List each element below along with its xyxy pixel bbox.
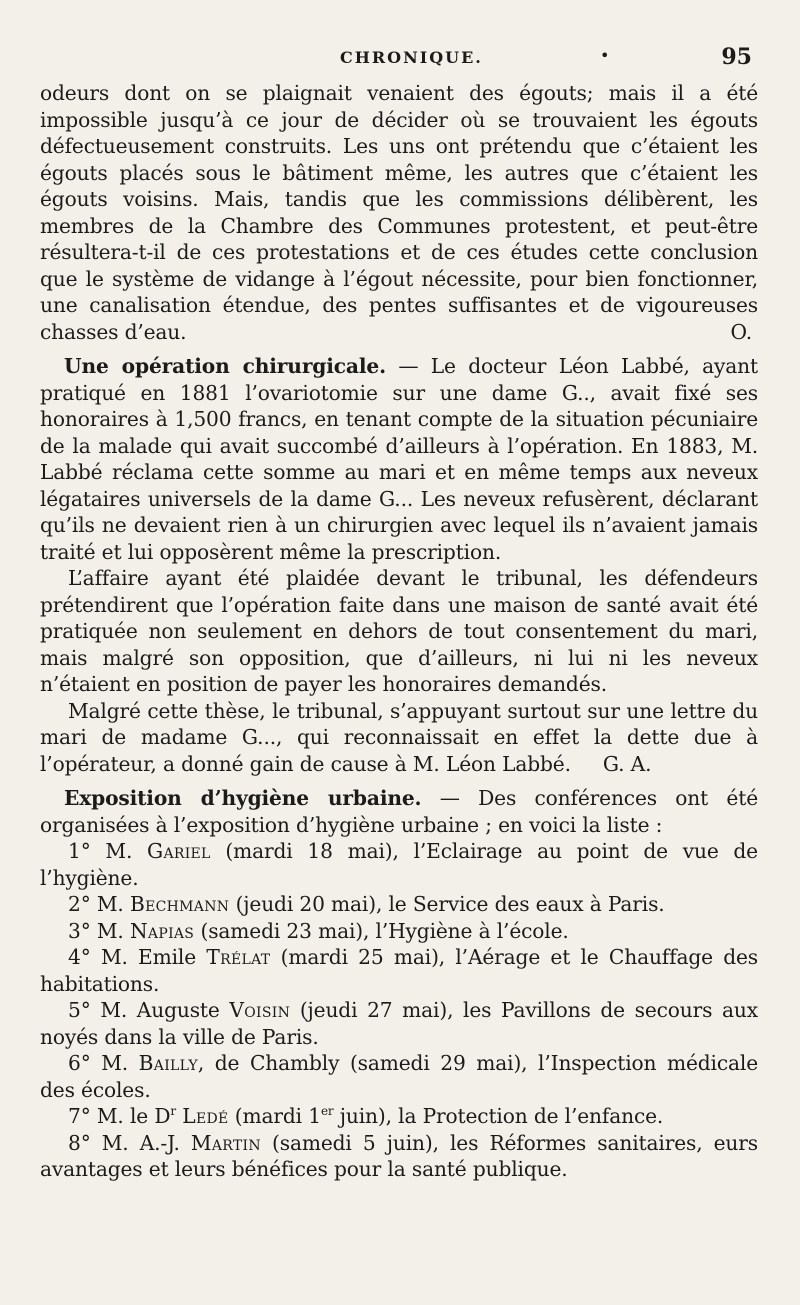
list-item: 1° M. Gariel (mardi 18 mai), l’Eclairage au point de vue de l’hygiène. — [40, 839, 758, 890]
paragraph-continued: odeurs dont on se plaignait venaient des égouts; mais il a été impossible jusqu’à ce jour de décider où se trouvaient les égouts défectueusement construits. Les uns ont prétendu que c’étaient les égouts placés sous le bâtiment même, les autres que c’étaient les égouts voisins. Mais, tandis que les commissions délibèrent, les membres de la Chambre des Communes protestent, et peut-être résultera-t-il de ces protestations et de ces études cette conclusion que le système de vidange à l’égout nécessite, pour bien fonctionner, une canalisation étendue, des pentes suffisantes et de vigoureuses chasses d’eau. O. — [40, 81, 758, 344]
paragraph-affaire: L’affaire ayant été plaidée devant le tribunal, les défendeurs prétendirent que l’opération faite dans une maison de santé avait été pratiquée non seulement en dehors de tout consentement du mari, mais malgré son opposition, que d’ailleurs, ni lui ni les neveux n’étaient en position de payer les honoraires demandés. — [40, 566, 758, 696]
page-number: 95 — [721, 44, 752, 70]
section-heading-exposition: Exposition d’hygiène urbaine. — [64, 786, 422, 810]
speaker-name: Voisin — [229, 998, 291, 1022]
section-chirurgicale: Une opération chirurgicale. — Le docteur Léon Labbé, ayant pratiqué en 1881 l’ovariotomie sur une dame G.., avait fixé ses honoraires à 1,500 francs, en tenant compte de la situation pécuniaire de la malade qui avait succombé d’ailleurs à l’opération. En 1883, M. Labbé réclama cette somme au mari et en même temps aux neveux légataires universels de la dame G... Les neveux refusèrent, déclarant qu’ils ne devaient rien à un chirurgien avec lequel ils n’avaient jamais traité et lui opposèrent même la prescription. — [40, 354, 758, 564]
speaker-name: Ledé — [182, 1104, 229, 1128]
paragraph-these: Malgré cette thèse, le tribunal, s’appuyant surtout sur une lettre du mari de madame G..., qui reconnaissait en effet la dette due à l’opérateur, a donné gain de cause à M. Léon Labbé. G. A. — [40, 698, 758, 776]
list-item: 8° M. A.-J. Martin (samedi 5 juin), les Réformes sanitaires, eurs avantages et leurs bénéfices pour la santé publique. — [40, 1130, 758, 1181]
speaker-name: Trélat — [206, 945, 271, 969]
running-title: CHRONIQUE. — [340, 48, 483, 67]
speaker-name: Bechmann — [129, 892, 230, 916]
speaker-name: Martin — [190, 1130, 261, 1155]
list-item: 6° M. Bailly, de Chambly (samedi 29 mai), l’Inspection médicale des écoles. — [40, 1051, 758, 1102]
list-item: 2° M. Bechmann (jeudi 20 mai), le Service des eaux à Paris. — [68, 892, 665, 916]
section-heading-chirurgicale: Une opération chirurgicale. — [64, 354, 386, 378]
speaker-name: Bailly — [138, 1051, 198, 1075]
signature-ga: G. A. — [602, 751, 652, 776]
list-item: 7° M. le $D^r$ Ledé (mardi 1er juin), la Protection de l’enfance. — [68, 1104, 664, 1128]
list-item: 5° M. Auguste Voisin (jeudi 27 mai), les Pavillons de secours aux noyés dans la ville de Paris. — [40, 998, 759, 1049]
signature-o: O. — [730, 319, 752, 344]
page-header — [40, 44, 760, 72]
section-exposition: Exposition d’hygiène urbaine. — Des conférences ont été organisées à l’exposition d’hygiène urbaine ; en voici la liste : — [40, 786, 758, 837]
list-item: 3° M. Napias (samedi 23 mai), l’Hygiène à l’école. — [68, 918, 569, 943]
list-item: 4° M. Emile Trélat (mardi 25 mai), l’Aérage et le Chauffage des habitations. — [40, 945, 758, 996]
speaker-name: Napias — [129, 918, 195, 943]
speaker-name: Gariel — [147, 839, 211, 863]
body-text — [40, 80, 758, 1183]
header-dot: • — [600, 46, 610, 65]
